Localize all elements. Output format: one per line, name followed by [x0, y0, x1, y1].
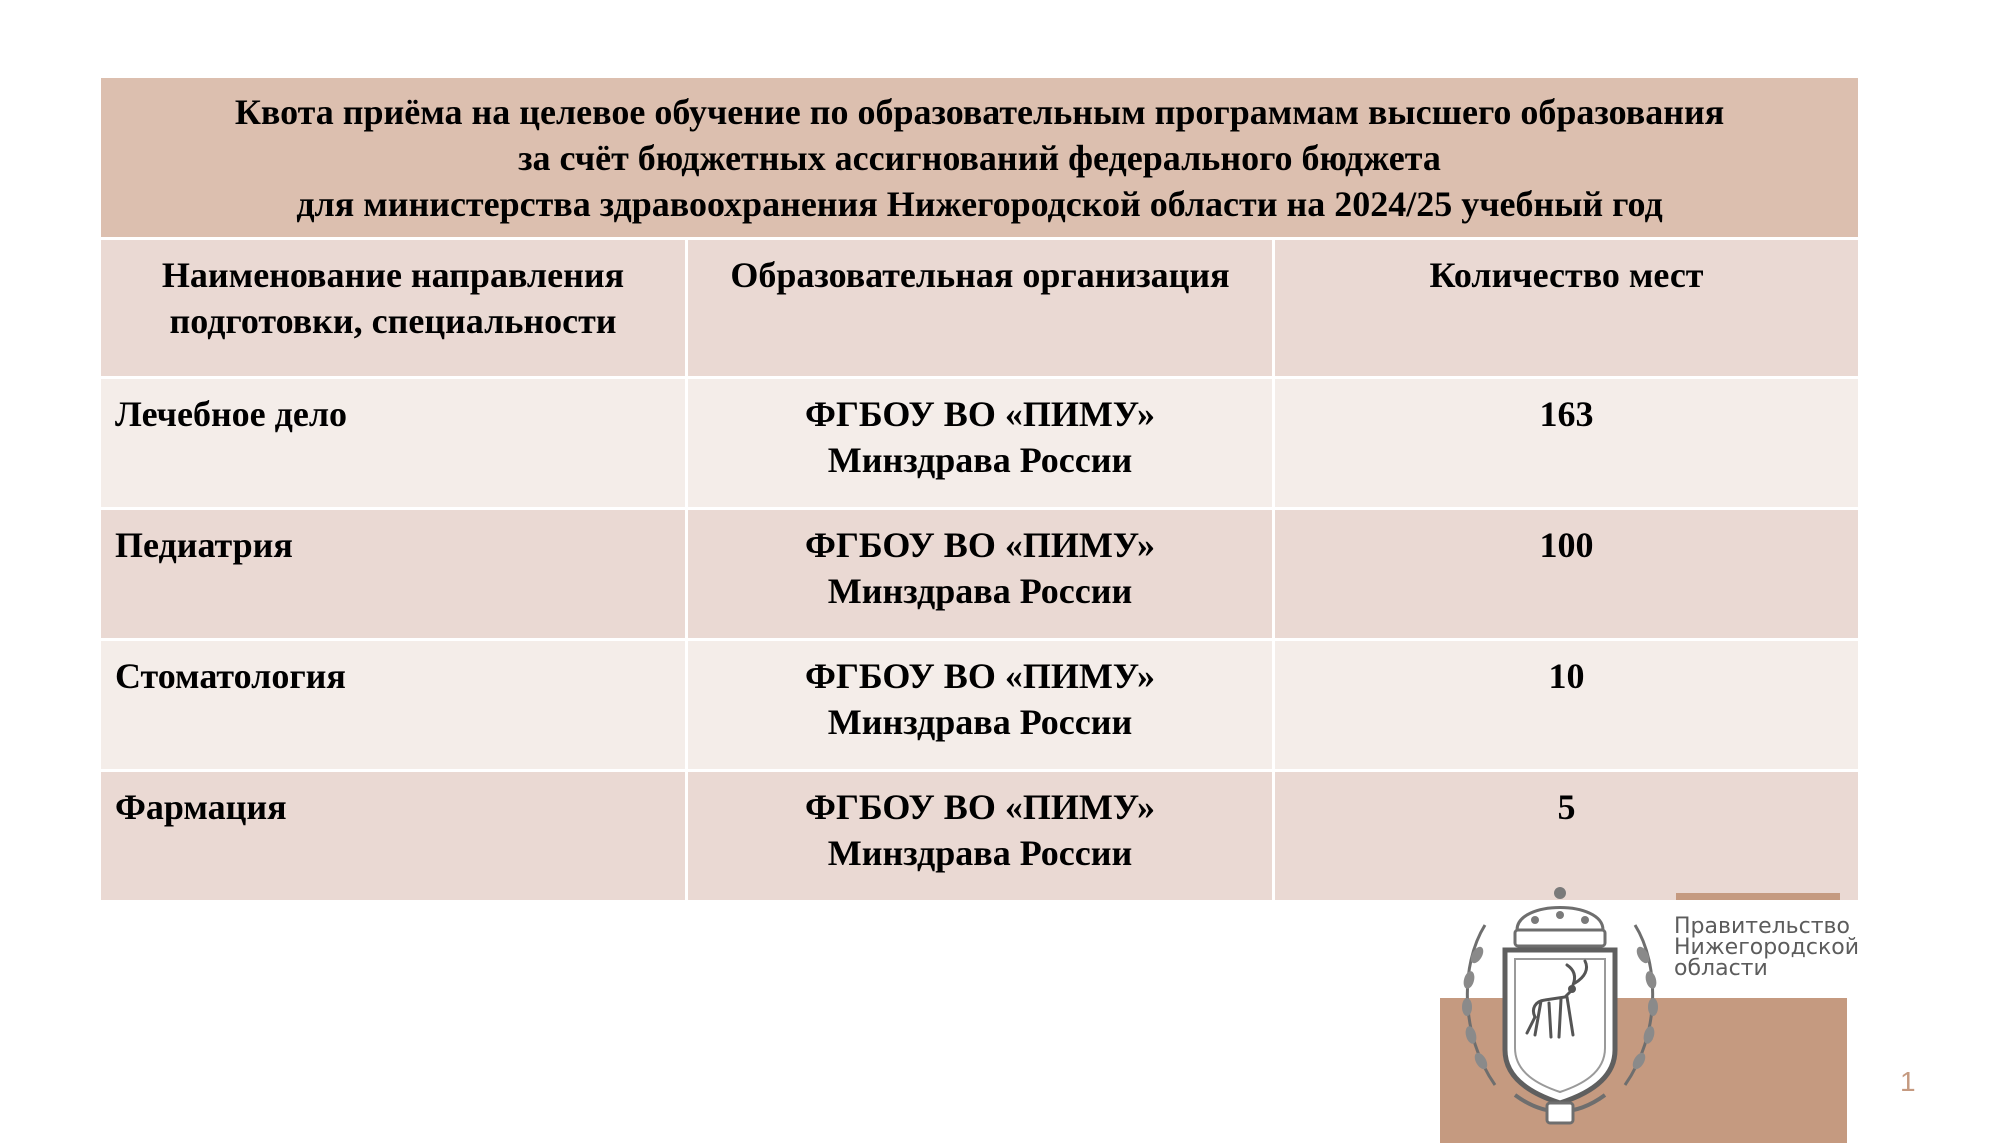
title-line-2: за счёт бюджетных ассигнований федерального бюджета [518, 137, 1441, 178]
header-specialty-line-1: Наименование направления [161, 255, 625, 295]
count-cell: 10 [1274, 640, 1860, 771]
organization-line-1: ФГБОУ ВО «ПИМУ» [805, 656, 1155, 696]
header-organization: Образовательная организация [687, 239, 1274, 378]
brand-accent-line [1676, 893, 1840, 900]
organization-line-2: Минздрава России [827, 833, 1133, 873]
title-line-1: Квота приёма на целевое обучение по образовательным программам высшего образования [234, 91, 1725, 132]
organization-line-1: ФГБОУ ВО «ПИМУ» [805, 787, 1155, 827]
brand-line-3: области [1674, 956, 1768, 981]
count-cell: 163 [1274, 378, 1860, 509]
specialty-cell: Фармация [100, 771, 687, 902]
organization-line-2: Минздрава России [827, 571, 1133, 611]
table-row [100, 771, 1860, 902]
table-row [100, 509, 1860, 640]
specialty-cell: Педиатрия [100, 509, 687, 640]
coat-of-arms-icon [1455, 885, 1665, 1125]
header-specialty [100, 239, 687, 378]
organization-cell [687, 640, 1274, 771]
brand-line-2: Нижегородской [1674, 935, 1859, 960]
title-line-3: для министерства здравоохранения Нижегородской области на 2024/25 учебный год [296, 183, 1663, 224]
organization-cell [687, 378, 1274, 509]
organization-cell [687, 771, 1274, 902]
brand-line-1: Правительство [1674, 914, 1850, 939]
header-specialty-line-2: подготовки, специальности [169, 301, 617, 341]
table-header-row [100, 239, 1860, 378]
quota-table [98, 75, 1861, 903]
specialty-cell: Стоматология [100, 640, 687, 771]
header-count: Количество мест [1274, 239, 1860, 378]
table-row [100, 640, 1860, 771]
organization-line-1: ФГБОУ ВО «ПИМУ» [805, 525, 1155, 565]
count-cell: 5 [1274, 771, 1860, 902]
count-cell: 100 [1274, 509, 1860, 640]
organization-cell [687, 509, 1274, 640]
government-brand-text [1674, 916, 1859, 979]
table-row [100, 378, 1860, 509]
table-title [100, 77, 1860, 239]
page-number: 1 [1900, 1066, 1916, 1097]
specialty-cell: Лечебное дело [100, 378, 687, 509]
organization-line-2: Минздрава России [827, 440, 1133, 480]
organization-line-1: ФГБОУ ВО «ПИМУ» [805, 394, 1155, 434]
organization-line-2: Минздрава России [827, 702, 1133, 742]
